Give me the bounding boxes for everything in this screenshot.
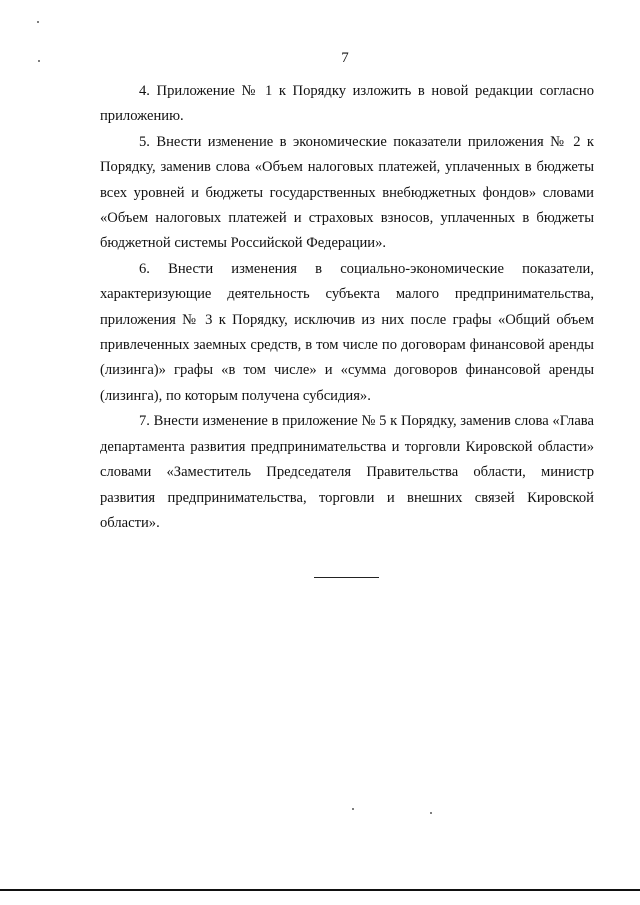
document-body: [100, 79, 594, 536]
scan-speck: [38, 60, 40, 62]
paragraph-6: 6. Внести изменения в социально-экономические показатели, характеризующие деятельность субъекта малого предпринимательства, приложения № 3 к Порядку, исключив из них после графы «Общий объем привлеченных заемных средств, в том числе по договорам финансовой аренды (лизинга)» графы «в том числе» и «сумма договоров финансовой аренды (лизинга), по которым получена субсидия».: [100, 260, 594, 404]
paragraph-7: 7. Внести изменение в приложение № 5 к Порядку, заменив слова «Глава департамента развития предпринимательства и торговли Кировской области» словами «Заместитель Председателя Правительства области, министр развития предпринимательства, торговли и внешних связей Кировской области».: [100, 413, 594, 531]
scan-speck: [37, 21, 39, 23]
page-bottom-rule: [0, 889, 640, 891]
paragraph-5: 5. Внести изменение в экономические показатели приложения № 2 к Порядку, заменив слова «Объем налоговых платежей, уплаченных в бюджеты всех уровней и бюджеты государственных внебюджетных фондов» словами «Объем налоговых платежей и страховых взносов, уплаченных в бюджеты бюджетной системы Российской Федерации».: [100, 133, 594, 252]
scan-speck: [430, 812, 432, 814]
page-number: 7: [341, 50, 349, 66]
paragraph-4: 4. Приложение № 1 к Порядку изложить в новой редакции согласно приложению.: [100, 83, 594, 125]
scan-speck: [352, 808, 354, 810]
end-of-text-rule: [314, 577, 379, 578]
